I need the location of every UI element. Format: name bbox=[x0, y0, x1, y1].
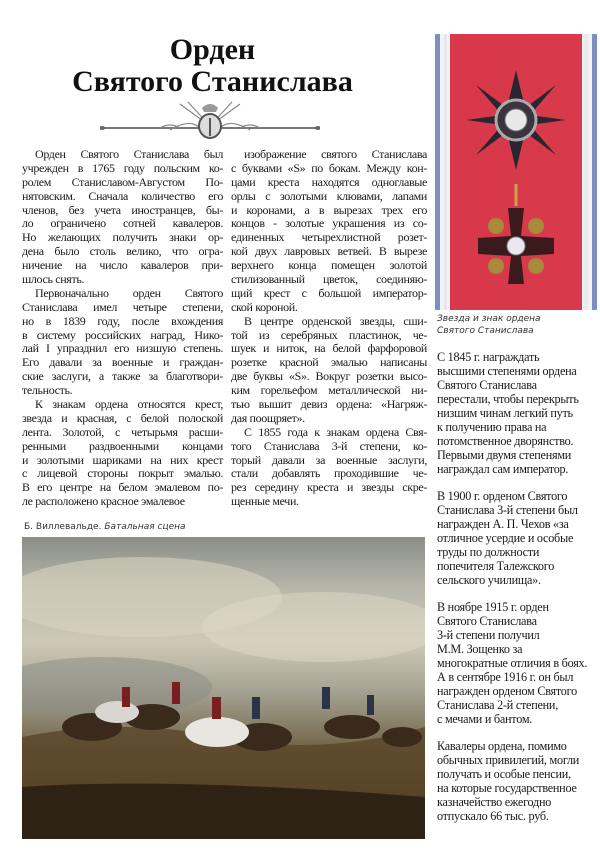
text-line: Станислава имел четыре степени, bbox=[22, 299, 223, 314]
text-line: высшими степенями ордена bbox=[437, 364, 577, 378]
text-line: отличное усердие и особые bbox=[437, 531, 574, 545]
text-line: 3-й степени получил bbox=[437, 628, 540, 642]
text-line: сельского училища». bbox=[437, 573, 541, 587]
text-line: членов, без учета иностранцев, бы- bbox=[22, 202, 223, 217]
text-line: и золотыми шариками на них крест bbox=[22, 452, 223, 467]
text-line: потомственное дворянство. bbox=[437, 434, 574, 448]
text-line: к получению права на bbox=[437, 420, 547, 434]
text-line: на которые государственное bbox=[437, 781, 577, 795]
text-line: шуек и ниток, на белой фарфоровой bbox=[231, 341, 427, 356]
sidebar-paragraph bbox=[437, 739, 599, 823]
text-line: Но желающих получить знаки ор- bbox=[22, 230, 223, 245]
ornament-icon bbox=[100, 98, 320, 142]
text-line: щенные мечи. bbox=[231, 494, 299, 509]
text-line: концов - золотые украшения из со- bbox=[231, 216, 427, 231]
text-line: К знакам ордена относятся крест, bbox=[35, 397, 223, 412]
text-line: Орден Святого Станислава был bbox=[35, 147, 223, 161]
text-line: Станислава 3-й степени был bbox=[437, 503, 578, 517]
text-line: попечителя Талежского bbox=[437, 559, 555, 573]
page-title bbox=[20, 34, 405, 98]
text-line: дая поощряет». bbox=[231, 410, 305, 425]
text-line: верхнего конца помещен золотой bbox=[231, 258, 427, 273]
text-line: получать и особые пенсии, bbox=[437, 767, 571, 781]
text-line: тью вышит девиз ордена: «Нагряж- bbox=[231, 397, 427, 412]
text-line: но в 1839 году, после вхождения bbox=[22, 313, 223, 328]
text-line: цами креста находятся одноглавые bbox=[231, 174, 427, 189]
text-line: низшим чинам легкий путь bbox=[437, 406, 573, 420]
sidebar-paragraph bbox=[437, 489, 599, 587]
text-line: С 1845 г. награждать bbox=[437, 350, 540, 364]
text-line: дена было столь велико, что огра- bbox=[22, 244, 223, 259]
battle-scene-image-icon bbox=[22, 537, 425, 839]
text-line: звезда и красная, с белой полоской bbox=[22, 410, 223, 425]
text-line: казначейство ежегодно bbox=[437, 795, 552, 809]
text-line: с буквами «S» по бокам. Между кон- bbox=[231, 160, 427, 175]
text-line: учрежден в 1765 году польским ко- bbox=[22, 160, 223, 175]
text-line: В его центре на белом эмалевом по- bbox=[22, 480, 223, 495]
article-column-2 bbox=[231, 148, 427, 509]
medal-caption bbox=[437, 313, 597, 337]
sidebar-paragraph bbox=[437, 600, 599, 726]
text-line: многократные отличия в боях. bbox=[437, 656, 588, 670]
text-line: В ноябре 1915 г. орден bbox=[437, 600, 549, 614]
medal-caption-line: Святого Станислава bbox=[437, 326, 534, 336]
text-line: А в сентябре 1916 г. он был bbox=[437, 670, 574, 684]
text-line: М.М. Зощенко за bbox=[437, 642, 523, 656]
text-line: Святого Станислава bbox=[437, 614, 537, 628]
text-line: кой двух лавровых ветвей. В вырезе bbox=[231, 244, 427, 259]
text-line: ролем Станиславом-Августом По- bbox=[22, 174, 223, 189]
text-line: той из серебряных пластинок, че- bbox=[231, 327, 427, 342]
text-line: С 1855 года к знакам ордена Свя- bbox=[244, 424, 427, 439]
sidebar-paragraph bbox=[437, 350, 599, 476]
text-line: с мечами и бантом. bbox=[437, 712, 533, 726]
title-line-2: Святого Станислава bbox=[72, 65, 353, 98]
text-line: того Станислава 3-й степени, ко- bbox=[231, 438, 427, 453]
text-line: награжден орденом Святого bbox=[437, 684, 577, 698]
text-line: Кавалеры ордена, помимо bbox=[437, 739, 567, 753]
text-line: ле расположено красное эмалевое bbox=[22, 494, 185, 509]
text-line: две буквы «S». Вокруг розетки высо- bbox=[231, 369, 427, 384]
text-line: ким горельефом металлической ни- bbox=[231, 383, 427, 398]
text-line: изображение святого Станислава bbox=[244, 147, 427, 161]
text-line: Станислава 2-й степени, bbox=[437, 698, 558, 712]
painting-author: Б. Виллевальде. bbox=[24, 522, 102, 532]
order-star-icon bbox=[435, 34, 597, 310]
text-line: Первыми двумя степенями bbox=[437, 448, 572, 462]
sidebar-text bbox=[437, 350, 599, 836]
text-line: труды по должности bbox=[437, 545, 540, 559]
painting-caption bbox=[24, 522, 186, 533]
text-line: Его давали за военные и граждан- bbox=[22, 355, 223, 370]
text-line: награждал сам император. bbox=[437, 462, 569, 476]
text-line: лента. Золотой, с четырьмя расши- bbox=[22, 424, 223, 439]
text-line: ские заслуги, а также за благотвори- bbox=[22, 369, 223, 384]
text-line: стилизованный цветок, соединяю- bbox=[231, 272, 427, 287]
text-line: единенных четырехлистной розет- bbox=[231, 230, 427, 245]
battle-scene-painting bbox=[22, 537, 425, 839]
painting-title: Батальная сцена bbox=[104, 522, 186, 532]
text-line: Первоначально орден Святого bbox=[35, 285, 223, 300]
medal-caption-line: Звезда и знак ордена bbox=[437, 314, 541, 324]
text-line: щий крест с большой император- bbox=[231, 285, 427, 300]
text-line: В центре орденской звезды, сши- bbox=[244, 313, 427, 328]
text-line: торый давали за военные заслуги, bbox=[231, 452, 427, 467]
text-line: тельность. bbox=[22, 383, 73, 398]
text-line: Святого Станислава bbox=[437, 378, 537, 392]
text-line: орлы с золотыми клювами, лапами bbox=[231, 188, 427, 203]
text-line: розетке красной эмалью написаны bbox=[231, 355, 427, 370]
text-line: ничение на число кавалеров при- bbox=[22, 258, 223, 273]
article-column-1 bbox=[22, 148, 223, 509]
text-line: стали добавлять проходившие че- bbox=[231, 466, 427, 481]
text-line: ло ограничено сотней кавалеров. bbox=[22, 216, 223, 231]
text-line: нятовским. Сначала количество его bbox=[22, 188, 223, 203]
text-line: в систему российских наград, Нико- bbox=[22, 327, 223, 342]
text-line: ской короной. bbox=[231, 299, 298, 314]
text-line: рез середину креста и звезды скре- bbox=[231, 480, 427, 495]
text-line: с лицевой стороны покрыт эмалью. bbox=[22, 466, 223, 481]
text-line: и коронами, а в вырезах трех его bbox=[231, 202, 427, 217]
text-line: ренными раздвоенными концами bbox=[22, 438, 223, 453]
text-line: отпускало 66 тыс. руб. bbox=[437, 809, 549, 823]
order-star-and-badge-image bbox=[435, 34, 597, 310]
title-line-1: Орден bbox=[169, 33, 256, 66]
text-line: обычных привилегий, могли bbox=[437, 753, 580, 767]
text-line: шлось снять. bbox=[22, 272, 85, 287]
text-line: лай I упразднил его низшую степень. bbox=[22, 341, 223, 356]
text-line: В 1900 г. орденом Святого bbox=[437, 489, 568, 503]
text-line: перестали, чтобы перекрыть bbox=[437, 392, 579, 406]
text-line: награжден А. П. Чехов «за bbox=[437, 517, 569, 531]
